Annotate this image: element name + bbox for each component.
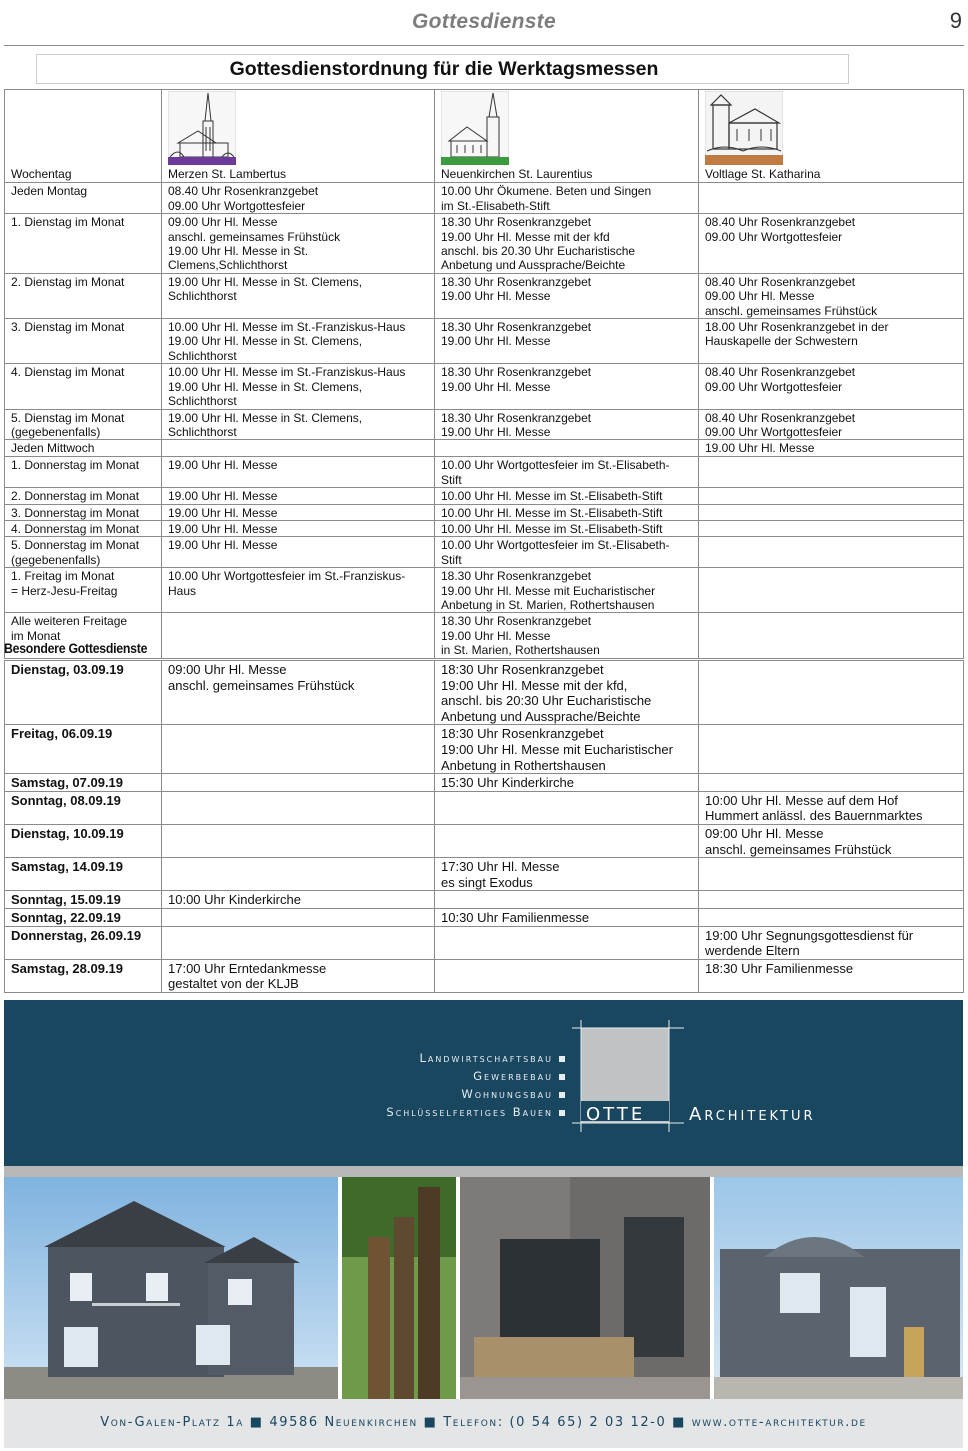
schedule-cell [162,725,435,774]
cell-line: 10:30 Uhr Familienmesse [441,909,590,925]
schedule-cell [699,568,964,613]
row-label-cell [5,568,162,613]
service-item: Gewerbebau [473,1069,565,1083]
cell-line: 4. Donnerstag im Monat [11,521,140,536]
cell-line: 5. Donnerstag im Monat [11,538,140,553]
schedule-cell [162,183,435,214]
schedule-cell [435,908,699,926]
schedule-cell [699,440,964,457]
cell-line: 18.30 Uhr Rosenkranzgebet [441,320,592,335]
church-neuenkirchen-icon [441,91,509,165]
schedule-cell [699,319,964,364]
cell-line: 1. Donnerstag im Monat [11,458,140,473]
schedule-cell [435,440,699,457]
page-title: Gottesdienstordnung für die Werktagsmessen [207,56,681,82]
cell-line: 19.00 Uhr Hl. Messe [441,628,551,643]
cell-line: Dienstag, 10.09.19 [11,825,124,841]
cell-line: werdende Eltern [705,943,800,959]
row-label-cell [5,214,162,274]
cell-line: 5. Dienstag im Monat [11,410,125,425]
cell-line: 19.00 Uhr Hl. Messe [441,424,551,439]
brand-name: OTTE [586,1104,646,1125]
schedule-cell [435,824,699,857]
cell-line: 10.00 Uhr Hl. Messe im St.-Elisabeth-Stift [441,489,663,504]
cell-line: 1. Dienstag im Monat [11,215,125,230]
cell-line: Clemens,Schlichthorst [168,258,288,273]
cell-line: 09:00 Uhr Hl. Messe [705,825,824,841]
schedule-cell [699,364,964,409]
table-row [5,613,964,658]
table-row [5,774,964,792]
col-header-merzen: Merzen St. Lambertus [162,90,435,183]
schedule-cell [162,926,435,959]
schedule-cell [435,774,699,792]
cell-line: 19.00 Uhr Hl. Messe [168,458,278,473]
building-photos [4,1177,963,1399]
cell-line: 19.00 Uhr Hl. Messe [705,441,815,456]
table-row [5,959,964,992]
advertisement-otte-architektur [4,1000,963,1448]
cell-line: anschl. bis 20.30 Uhr Eucharistische [441,244,636,259]
col-header-voltlage: Voltlage St. Katharina [699,90,964,183]
cell-line: 10.00 Uhr Ökumene. Beten und Singen [441,184,652,199]
cell-line: 15:30 Uhr Kinderkirche [441,775,574,791]
cell-line: 18.00 Uhr Rosenkranzgebet in der [705,320,889,335]
schedule-cell [435,537,699,568]
schedule-cell [435,520,699,536]
schedule-cell [435,504,699,520]
col-header-weekday: Wochentag [5,90,162,183]
table-row [5,319,964,364]
table-row [5,409,964,440]
table-row [5,488,964,504]
schedule-cell [162,959,435,992]
cell-line: anschl. gemeinsames Frühstück [705,841,892,857]
schedule-cell [699,725,964,774]
row-label-cell [5,661,162,725]
cell-line: Stift [441,472,462,487]
table-header-row [5,90,964,183]
cell-line: 09.00 Uhr Wortgottesfeier [705,379,843,394]
cell-line: 18.30 Uhr Rosenkranzgebet [441,410,592,425]
cell-line: 18.30 Uhr Rosenkranzgebet [441,365,592,380]
cell-line: gestaltet von der KLJB [168,976,299,992]
cell-line: Samstag, 28.09.19 [11,960,124,976]
table-row [5,568,964,613]
row-label-cell [5,440,162,457]
schedule-cell [435,926,699,959]
cell-line: anschl. gemeinsames Frühstück [705,303,878,318]
title-box [36,54,849,84]
schedule-cell [435,791,699,824]
cell-line: Freitag, 06.09.19 [11,726,113,742]
cell-line: Schlichthorst [168,424,237,439]
schedule-cell [162,774,435,792]
schedule-cell [699,183,964,214]
cell-line: 08.40 Uhr Rosenkranzgebet [705,410,856,425]
cell-line: 18:30 Uhr Familienmesse [705,960,854,976]
row-label-cell [5,774,162,792]
ad-footer-bar [4,1399,963,1448]
cell-line: Dienstag, 03.09.19 [11,662,124,677]
cell-line: Stift [441,552,462,567]
schedule-cell [435,364,699,409]
schedule-cell [162,457,435,488]
cell-line: 09.00 Uhr Wortgottesfeier [705,424,843,439]
cell-line: 19:00 Uhr Segnungsgottesdienst für [705,927,914,943]
cell-line: Hauskapelle der Schwestern [705,334,858,349]
table-row [5,791,964,824]
table-row [5,725,964,774]
ad-banner [4,1000,963,1166]
schedule-cell [435,858,699,891]
schedule-cell [435,661,699,725]
cell-line: 10.00 Uhr Hl. Messe im St.-Elisabeth-Stift [441,505,663,520]
ad-divider [4,1166,963,1177]
church-merzen-icon [168,91,236,165]
table-row [5,908,964,926]
schedule-cell [699,409,964,440]
row-label-cell [5,858,162,891]
row-label-cell [5,725,162,774]
row-label-cell [5,364,162,409]
row-label-cell [5,183,162,214]
row-label-cell [5,926,162,959]
brand-suffix: Architektur [689,1104,816,1125]
cell-line: 18.30 Uhr Rosenkranzgebet [441,614,592,629]
schedule-cell [699,537,964,568]
cell-line: 19.00 Uhr Hl. Messe in St. Clemens, [168,410,363,425]
table-row [5,214,964,274]
cell-line: 08.40 Uhr Rosenkranzgebet [705,365,856,380]
cell-line: Samstag, 07.09.19 [11,775,124,791]
schedule-cell [699,661,964,725]
schedule-cell [699,908,964,926]
cell-line: Sonntag, 22.09.19 [11,909,121,925]
cell-line: 19.00 Uhr Hl. Messe [168,538,278,553]
table-row [5,183,964,214]
schedule-cell [435,959,699,992]
special-services-table [4,660,964,993]
page-number: 9 [949,8,962,33]
service-item: Schlüsselfertiges Bauen [386,1105,565,1119]
cell-line: Jeden Montag [11,184,88,199]
cell-line: 19.00 Uhr Hl. Messe [441,334,551,349]
cell-line: 19.00 Uhr Hl. Messe mit Eucharistischer [441,583,656,598]
church-voltlage-icon [705,91,783,165]
service-item: Landwirtschaftsbau [419,1051,565,1065]
cell-line: 10.00 Uhr Hl. Messe im St.-Elisabeth-Stift [441,521,663,536]
service-item: Wohnungsbau [461,1087,565,1101]
cell-line: = Herz-Jesu-Freitag [11,583,118,598]
cell-line: 19.00 Uhr Hl. Messe [441,289,551,304]
schedule-cell [699,613,964,658]
schedule-cell [699,520,964,536]
cell-line: 18:30 Uhr Rosenkranzgebet [441,726,604,742]
cell-line: 4. Dienstag im Monat [11,365,125,380]
table-row [5,891,964,909]
cell-line: anschl. gemeinsames Frühstück [168,677,355,693]
row-label-cell [5,891,162,909]
schedule-cell [699,858,964,891]
cell-line: 08.40 Uhr Rosenkranzgebet [168,184,319,199]
row-label-cell [5,488,162,504]
table-row [5,661,964,725]
row-label-cell [5,537,162,568]
cell-line: 19.00 Uhr Hl. Messe [168,489,278,504]
schedule-cell [435,273,699,318]
schedule-cell [162,520,435,536]
schedule-cell [435,183,699,214]
schedule-cell [435,488,699,504]
row-label-cell [5,319,162,364]
cell-line: Anbetung in St. Marien, Rothertshausen [441,597,655,612]
schedule-cell [162,214,435,274]
cell-line: 19.00 Uhr Hl. Messe in St. Clemens, [168,274,363,289]
schedule-cell [162,613,435,658]
table-row [5,504,964,520]
cell-line: 08.40 Uhr Rosenkranzgebet [705,215,856,230]
cell-line: (gegebenenfalls) [11,424,101,439]
row-label-cell [5,457,162,488]
cell-line: Haus [168,583,197,598]
cell-line: 19.00 Uhr Hl. Messe [168,505,278,520]
schedule-cell [435,319,699,364]
schedule-cell [162,440,435,457]
schedule-cell [162,661,435,725]
cell-line: 19.00 Uhr Hl. Messe [441,379,551,394]
cell-line: 09.00 Uhr Wortgottesfeier [705,229,843,244]
cell-line: 1. Freitag im Monat [11,569,115,584]
cell-line: Schlichthorst [168,348,237,363]
cell-line: 19.00 Uhr Hl. Messe in St. Clemens, [168,379,363,394]
row-label-cell [5,504,162,520]
cell-line: es singt Exodus [441,874,533,890]
row-label-cell [5,273,162,318]
schedule-cell [435,725,699,774]
cell-line: 19.00 Uhr Hl. Messe in St. [168,244,309,259]
schedule-cell [699,926,964,959]
row-label-cell [5,791,162,824]
schedule-cell [699,488,964,504]
cell-line: 19.00 Uhr Hl. Messe mit der kfd [441,229,610,244]
cell-line: 10.00 Uhr Hl. Messe im St.-Franziskus-Haus [168,320,406,335]
cell-line: Alle weiteren Freitage [11,614,128,629]
schedule-cell [435,891,699,909]
schedule-cell [162,858,435,891]
cell-line: 09:00 Uhr Hl. Messe [168,662,287,677]
cell-line: 10.00 Uhr Wortgottesfeier im St.-Elisabeth- [441,538,670,553]
cell-line: 3. Donnerstag im Monat [11,505,140,520]
cell-line: Anbetung und Aussprache/Beichte [441,708,641,724]
schedule-cell [435,457,699,488]
table-row [5,440,964,457]
cell-line: 19.00 Uhr Hl. Messe [168,521,278,536]
schedule-cell [162,537,435,568]
cell-line: 18.30 Uhr Rosenkranzgebet [441,215,592,230]
cell-line: anschl. gemeinsames Frühstück [168,229,341,244]
cell-line: Donnerstag, 26.09.19 [11,927,142,943]
table-row [5,457,964,488]
table-row [5,537,964,568]
schedule-cell [162,824,435,857]
cell-line: 09.00 Uhr Wortgottesfeier [168,198,306,213]
schedule-cell [435,409,699,440]
weekday-mass-table [4,89,964,659]
table-row [5,520,964,536]
cell-line: 10:00 Uhr Hl. Messe auf dem Hof [705,792,898,808]
schedule-cell [699,774,964,792]
schedule-cell [162,319,435,364]
cell-line: Hummert anlässl. des Bauernmarktes [705,808,923,824]
cell-line: Anbetung in Rothertshausen [441,757,606,773]
table-row [5,273,964,318]
section-title: Gottesdienste [412,10,556,33]
cell-line: Sonntag, 15.09.19 [11,892,121,908]
schedule-cell [162,409,435,440]
schedule-cell [162,568,435,613]
cell-line: 2. Dienstag im Monat [11,274,125,289]
cell-line: 09.00 Uhr Hl. Messe [168,215,278,230]
schedule-cell [162,791,435,824]
schedule-cell [699,504,964,520]
cell-line: 08.40 Uhr Rosenkranzgebet [705,274,856,289]
cell-line: Anbetung und Aussprache/Beichte [441,258,626,273]
cell-line: Samstag, 14.09.19 [11,859,124,875]
table-row [5,858,964,891]
cell-line: 09.00 Uhr Hl. Messe [705,289,815,304]
schedule-cell [699,791,964,824]
cell-line: 19:00 Uhr Hl. Messe mit der kfd, [441,677,628,693]
schedule-cell [435,214,699,274]
cell-line: 3. Dienstag im Monat [11,320,125,335]
cell-line: Sonntag, 08.09.19 [11,792,121,808]
schedule-cell [699,214,964,274]
cell-line: 18.30 Uhr Rosenkranzgebet [441,569,592,584]
table-row [5,364,964,409]
special-services-heading: Besondere Gottesdienste [4,640,148,656]
schedule-cell [699,457,964,488]
row-label-cell [5,409,162,440]
cell-line: (gegebenenfalls) [11,552,101,567]
cell-line: 19:00 Uhr Hl. Messe mit Eucharistischer [441,741,673,757]
schedule-cell [435,613,699,658]
schedule-cell [699,959,964,992]
schedule-cell [162,908,435,926]
cell-line: 18.30 Uhr Rosenkranzgebet [441,274,592,289]
otte-logo [4,1000,963,1166]
cell-line: 10.00 Uhr Wortgottesfeier im St.-Elisabeth- [441,458,670,473]
schedule-cell [162,891,435,909]
schedule-cell [162,273,435,318]
cell-line: im St.-Elisabeth-Stift [441,198,550,213]
cell-line: in St. Marien, Rothertshausen [441,643,600,658]
cell-line: 19.00 Uhr Hl. Messe in St. Clemens, [168,334,363,349]
row-label-cell [5,959,162,992]
cell-line: anschl. bis 20:30 Uhr Eucharistische [441,693,652,709]
page-header [4,8,964,46]
contact-line: Von-Galen-Platz 1a ■ 49586 Neuenkirchen ■ Telefon: (0 54 65) 2 03 12-0 ■ www.otte-architektur.de [100,1415,867,1430]
cell-line: 10.00 Uhr Hl. Messe im St.-Franziskus-Haus [168,365,406,380]
schedule-cell [435,568,699,613]
cell-line: 10:00 Uhr Kinderkirche [168,892,301,908]
cell-line: 17:00 Uhr Erntedankmesse [168,960,327,976]
schedule-cell [162,364,435,409]
cell-line: Schlichthorst [168,394,237,409]
cell-line: 18:30 Uhr Rosenkranzgebet [441,662,604,677]
schedule-cell [699,824,964,857]
col-header-neuenkirchen: Neuenkirchen St. Laurentius [435,90,699,183]
row-label-cell [5,824,162,857]
table-row [5,926,964,959]
table-row [5,824,964,857]
cell-line: Jeden Mittwoch [11,441,95,456]
schedule-cell [162,488,435,504]
cell-line: 2. Donnerstag im Monat [11,489,140,504]
schedule-cell [162,504,435,520]
schedule-cell [699,891,964,909]
cell-line: 10.00 Uhr Wortgottesfeier im St.-Franziskus- [168,569,406,584]
row-label-cell [5,908,162,926]
cell-line: Schlichthorst [168,289,237,304]
row-label-cell [5,520,162,536]
schedule-cell [699,273,964,318]
cell-line: im Monat [11,628,61,643]
cell-line: 17:30 Uhr Hl. Messe [441,859,560,875]
